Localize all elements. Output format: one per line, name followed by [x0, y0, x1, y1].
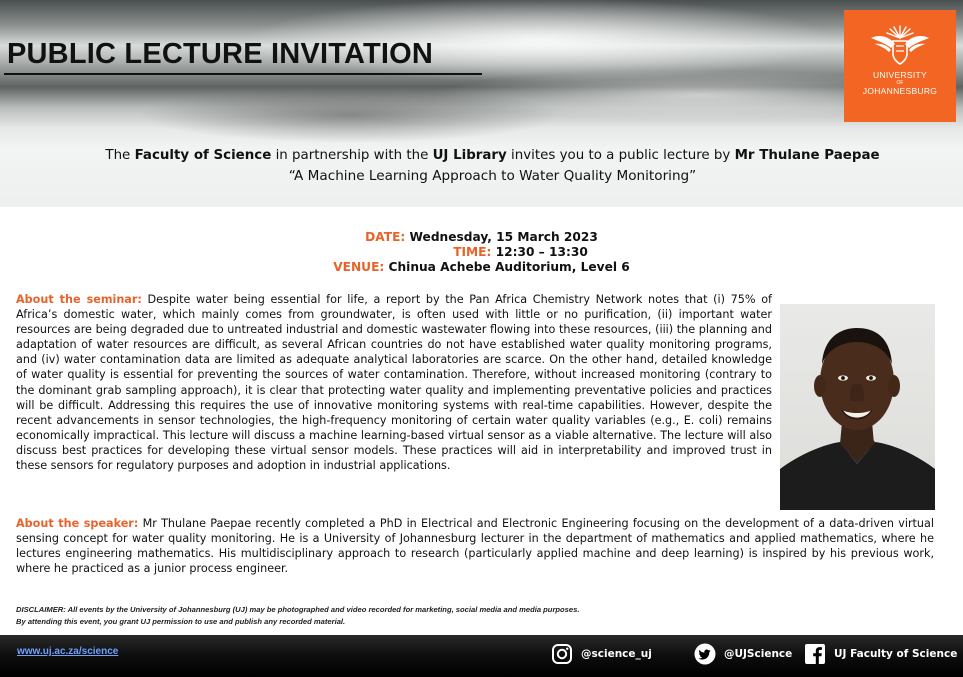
venue-row	[0, 260, 963, 275]
footer-bar	[0, 635, 963, 677]
facebook-icon	[804, 643, 826, 665]
invite-library: UJ Library	[432, 148, 507, 163]
twitter-label: @UJScience	[724, 648, 793, 660]
twitter-icon	[694, 643, 716, 665]
title-underline	[4, 73, 482, 75]
logo-text-johannesburg: JOHANNESBURG	[862, 86, 938, 96]
venue-label: VENUE:	[333, 260, 385, 274]
disclaimer	[16, 604, 916, 627]
logo-text-university: UNIVERSITY	[872, 70, 927, 80]
lecture-title: “A Machine Learning Approach to Water Quality Monitoring”	[288, 168, 697, 184]
disclaimer-line1: DISCLAIMER: All events by the University of Johannesburg (UJ) may be photographed and video recorded for marketing, social media and media purposes.	[16, 605, 580, 614]
invite-mid: in partnership with the	[271, 148, 433, 163]
page-title: PUBLIC LECTURE INVITATION	[7, 38, 434, 70]
time-row	[0, 245, 963, 260]
disclaimer-line2: By attending this event, you grant UJ permission to use and publish any recorded material.	[16, 616, 346, 626]
uj-logo	[844, 10, 956, 122]
instagram-icon	[551, 643, 573, 665]
invite-speaker: Mr Thulane Paepae	[734, 148, 880, 163]
date-value: Wednesday, 15 March 2023	[409, 230, 598, 244]
event-details	[0, 230, 963, 275]
facebook-page[interactable]	[804, 643, 957, 665]
uj-emblem-icon	[869, 24, 931, 66]
venue-value: Chinua Achebe Auditorium, Level 6	[388, 260, 630, 274]
time-label: TIME:	[453, 245, 492, 259]
invite-post: invites you to a public lecture by	[506, 148, 735, 163]
logo-text-of: OF	[896, 80, 904, 86]
speaker-lead: About the speaker:	[16, 517, 139, 530]
speaker-paragraph	[16, 516, 934, 576]
instagram-label: @science_uj	[581, 648, 652, 660]
instagram-handle[interactable]	[551, 643, 652, 665]
website-link[interactable]: www.uj.ac.za/science	[17, 646, 119, 657]
header-banner	[0, 0, 963, 207]
invite-faculty: Faculty of Science	[134, 148, 272, 163]
speaker-portrait-icon	[780, 304, 935, 510]
invite-pre: The	[105, 148, 135, 163]
twitter-handle[interactable]	[694, 643, 792, 665]
speaker-text: Mr Thulane Paepae recently completed a PhD in Electrical and Electronic Engineering focusing on the development of a data-driven virtual sensing concept for water quality monitoring. He is a University of Johannesburg lecturer in the department of mathematics and applied mathematics, where he lectures engineering mathematics. His multidisciplinary approach to research (particularly applied machine and deep learning) is inspired by his previous work, where he practiced as a junior process engineer.	[16, 517, 934, 576]
time-value: 12:30 – 13:30	[495, 245, 588, 259]
speaker-photo	[780, 304, 935, 510]
seminar-paragraph	[16, 292, 772, 473]
seminar-lead: About the seminar:	[16, 293, 142, 306]
date-row	[0, 230, 963, 245]
date-label: DATE:	[365, 230, 406, 244]
facebook-label: UJ Faculty of Science	[834, 648, 958, 660]
invitation-line	[0, 148, 963, 163]
seminar-text: Despite water being essential for life, a report by the Pan Africa Chemistry Network notes that (i) 75% of Africa’s domestic water, which mainly comes from groundwater, is often used with little or no purification, (ii) important water resources are being degraded due to untreated industrial and domestic wastewater flowing into these resources, (iii) the planning and adaptation of water resources are difficult, as several African countries do not have established water quality monitoring programs, and (iv) water contamination data are limited as adequate analytical laboratories are scarce. On the other hand, detailed knowledge of water quality is essential for preventing the sources of water contamination. Therefore, without increased monitoring (contrary to the dominant grab sampling approach), it is clear that protecting water quality and implementing preventative policies and practices will be difficult. Addressing this requires the use of innovative monitoring systems with real-time capabilities. However, despite the recent advancements in sensor technologies, the high-frequency monitoring of certain water quality variables (e.g., E. coli) remains economically impractical. This lecture will discuss a machine learning-based virtual sensor as a viable alternative. The lecture will also discuss best practices for developing these virtual sensor models. These practices will aid in interpretability and improved trust in these sensors for regulatory purposes and adoption in industrial applications.	[16, 293, 772, 473]
